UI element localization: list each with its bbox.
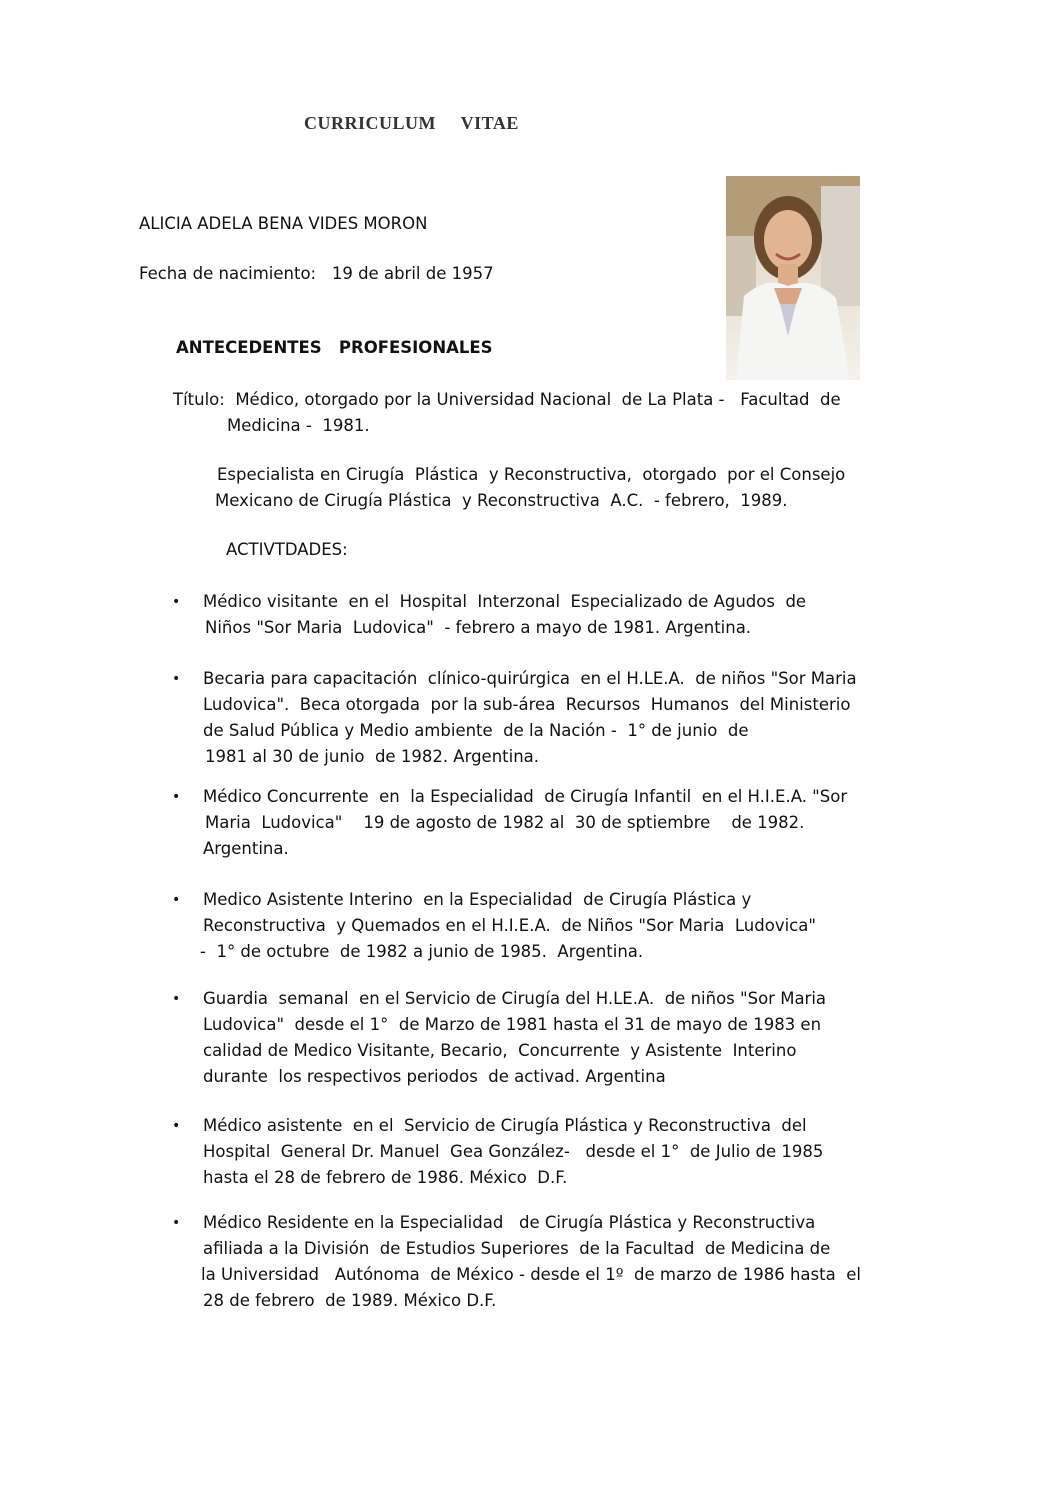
- activity-line: 1981 al 30 de junio de 1982. Argentina.: [205, 747, 540, 766]
- activity-line: Reconstructiva y Quemados en el H.I.E.A. de Niños "Sor Maria Ludovica": [203, 916, 816, 935]
- degree-line-2: Medicina - 1981.: [227, 416, 370, 435]
- specialty-line-2: Mexicano de Cirugía Plástica y Reconstructiva A.C. - febrero, 1989.: [215, 491, 788, 510]
- bullet-icon: •: [172, 991, 181, 1007]
- activity-line: Maria Ludovica" 19 de agosto de 1982 al 30 de sptiembre de 1982.: [205, 813, 805, 832]
- bullet-icon: •: [172, 892, 181, 908]
- bullet-icon: •: [172, 671, 181, 687]
- activity-line: - 1° de octubre de 1982 a junio de 1985. Argentina.: [200, 942, 644, 961]
- activity-line: afiliada a la División de Estudios Superiores de la Facultad de Medicina de: [203, 1239, 831, 1258]
- activity-line: Becaria para capacitación clínico-quirúrgica en el H.LE.A. de niños "Sor Maria: [203, 669, 857, 688]
- bullet-icon: •: [172, 789, 181, 805]
- birth-date: Fecha de nacimiento: 19 de abril de 1957: [139, 264, 494, 283]
- activity-line: Ludovica". Beca otorgada por la sub-área Recursos Humanos del Ministerio: [203, 695, 851, 714]
- activity-line: Guardia semanal en el Servicio de Cirugía del H.LE.A. de niños "Sor Maria: [203, 989, 827, 1008]
- activity-line: Médico asistente en el Servicio de Cirugía Plástica y Reconstructiva del: [203, 1116, 807, 1135]
- profile-photo: [726, 176, 860, 380]
- activity-line: durante los respectivos periodos de activad. Argentina: [203, 1067, 666, 1086]
- specialty-line-1: Especialista en Cirugía Plástica y Reconstructiva, otorgado por el Consejo: [217, 465, 846, 484]
- activity-line: la Universidad Autónoma de México - desde el 1º de marzo de 1986 hasta el: [201, 1265, 861, 1284]
- activity-line: 28 de febrero de 1989. México D.F.: [203, 1291, 497, 1310]
- portrait-photo-icon: [726, 176, 860, 380]
- activity-line: Médico Residente en la Especialidad de Cirugía Plástica y Reconstructiva: [203, 1213, 816, 1232]
- person-name: ALICIA ADELA BENA VIDES MORON: [139, 214, 428, 233]
- activity-line: Argentina.: [203, 839, 289, 858]
- activities-heading: ACTIVTDADES:: [226, 540, 348, 559]
- activity-line: Hospital General Dr. Manuel Gea González- desde el 1° de Julio de 1985: [203, 1142, 824, 1161]
- activity-line: Médico visitante en el Hospital Interzonal Especializado de Agudos de: [203, 592, 807, 611]
- page-title: CURRICULUM VITAE: [304, 113, 519, 133]
- bullet-icon: •: [172, 1118, 181, 1134]
- activity-line: hasta el 28 de febrero de 1986. México D.F.: [203, 1168, 568, 1187]
- bullet-icon: •: [172, 1215, 181, 1231]
- activity-line: de Salud Pública y Medio ambiente de la Nación - 1° de junio de: [203, 721, 749, 740]
- activity-line: Ludovica" desde el 1° de Marzo de 1981 hasta el 31 de mayo de 1983 en: [203, 1015, 822, 1034]
- activity-line: calidad de Medico Visitante, Becario, Concurrente y Asistente Interino: [203, 1041, 797, 1060]
- activity-line: Medico Asistente Interino en la Especialidad de Cirugía Plástica y: [203, 890, 752, 909]
- activity-line: Niños "Sor Maria Ludovica" - febrero a mayo de 1981. Argentina.: [205, 618, 752, 637]
- bullet-icon: •: [172, 594, 181, 610]
- activity-line: Médico Concurrente en la Especialidad de Cirugía Infantil en el H.I.E.A. "Sor: [203, 787, 848, 806]
- degree-line-1: Título: Médico, otorgado por la Universidad Nacional de La Plata - Facultad de: [173, 390, 841, 409]
- section-title-antecedentes: ANTECEDENTES PROFESIONALES: [176, 338, 493, 357]
